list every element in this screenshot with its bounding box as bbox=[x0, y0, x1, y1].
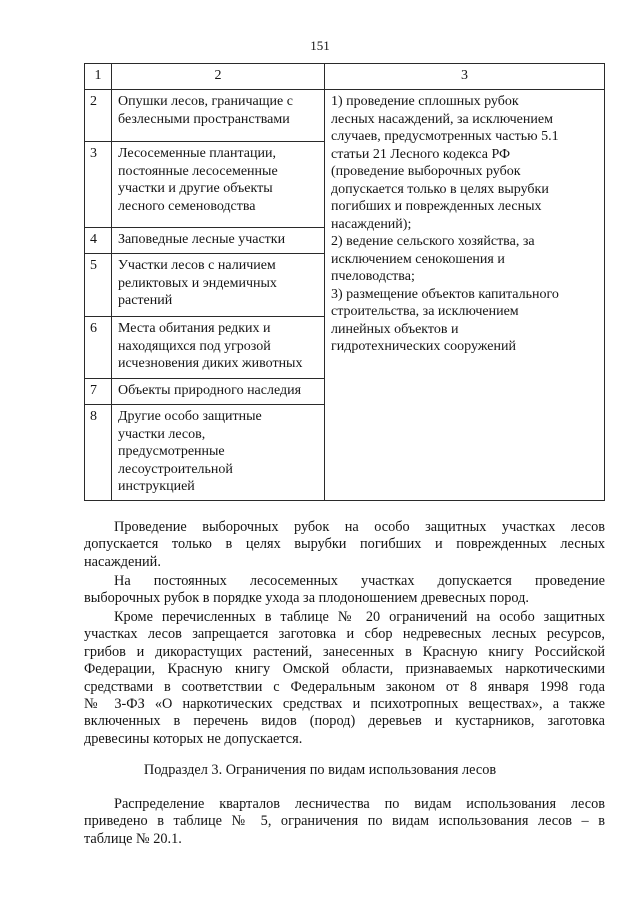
row-number: 6 bbox=[85, 317, 112, 379]
restriction-line: гидротехнических сооружений bbox=[331, 339, 516, 354]
row-name-line: Объекты природного наследия bbox=[118, 383, 302, 398]
paragraph-selective-felling bbox=[84, 519, 605, 571]
paragraph-line: № 3-ФЗ «О наркотических средствах и психотропных веществах», а также bbox=[84, 696, 605, 713]
header-col-2: 2 bbox=[112, 64, 325, 90]
restriction-line: исключением сенокошения и bbox=[331, 251, 505, 267]
paragraph-prohibitions bbox=[84, 609, 605, 748]
row-name bbox=[112, 254, 325, 317]
restriction-line: случаев, предусмотренных частью 5.1 bbox=[331, 129, 559, 144]
row-name bbox=[112, 90, 325, 142]
row-name bbox=[112, 405, 325, 501]
restriction-line: 3) размещение объектов капитального bbox=[331, 286, 559, 302]
row-number: 8 bbox=[85, 405, 112, 501]
restriction-line: 2) ведение сельского хозяйства, за bbox=[331, 234, 535, 249]
paragraph-line: включенных в перечень видов (пород) деревьев и кустарников, заготовка bbox=[84, 713, 605, 730]
row-number: 2 bbox=[85, 90, 112, 142]
row-number: 4 bbox=[85, 228, 112, 254]
table-header-row bbox=[85, 64, 605, 90]
paragraph-line: Проведение выборочных рубок на особо защитных участках лесов bbox=[114, 519, 605, 535]
paragraph-line: приведено в таблице № 5, ограничения по видам использования лесов – в bbox=[84, 813, 605, 830]
paragraph-line: допускается только в целях вырубки погибших и поврежденных лесных bbox=[84, 536, 605, 553]
paragraph-seed-plots bbox=[84, 573, 605, 608]
paragraph-line: древесины которых не допускается. bbox=[84, 730, 303, 747]
restriction-line: 1) проведение сплошных рубок bbox=[331, 94, 519, 109]
paragraph-line: насаждений. bbox=[84, 553, 161, 570]
row-name-line: реликтовых и эндемичных bbox=[118, 275, 277, 291]
row-name-line: Опушки лесов, граничащие с bbox=[118, 94, 293, 109]
paragraph-line: средствами в соответствии с Федеральным законом от 8 января 1998 года bbox=[84, 678, 605, 695]
row-number: 5 bbox=[85, 254, 112, 317]
restrictions-table bbox=[84, 63, 605, 501]
restriction-line: линейных объектов и bbox=[331, 321, 459, 337]
restriction-line: пчеловодства; bbox=[331, 269, 415, 284]
row-name-line: участки лесов, bbox=[118, 426, 206, 442]
paragraph-line: Федерации, Красную книгу Омской области, признаваемых наркотическими bbox=[84, 661, 605, 678]
row-name-line: инструкцией bbox=[118, 479, 195, 494]
paragraph-line: Распределение кварталов лесничества по видам использования лесов bbox=[114, 796, 605, 812]
header-col-1: 1 bbox=[85, 64, 112, 90]
row-number: 3 bbox=[85, 142, 112, 228]
row-name bbox=[112, 317, 325, 379]
row-name-line: растений bbox=[118, 293, 173, 308]
paragraph-line: грибов и дикорастущих растений, занесенных в Красную книгу Российской bbox=[84, 643, 605, 660]
subsection-heading: Подраздел 3. Ограничения по видам использования лесов bbox=[143, 762, 497, 778]
restriction-line: (проведение выборочных рубок bbox=[331, 164, 521, 179]
row-name bbox=[112, 228, 325, 254]
restriction-line: лесных насаждений, за исключением bbox=[331, 111, 553, 127]
restriction-line: статьи 21 Лесного кодекса РФ bbox=[331, 146, 511, 162]
row-name bbox=[112, 379, 325, 405]
restriction-line: погибших и поврежденных лесных bbox=[331, 199, 542, 214]
table-row bbox=[85, 90, 605, 142]
restriction-line: насаждений); bbox=[331, 216, 412, 232]
page-number: 151 bbox=[310, 38, 330, 53]
row-name-line: постоянные лесосеменные bbox=[118, 163, 278, 179]
paragraph-line: участках лесов запрещается заготовка и сбор недревесных лесных ресурсов, bbox=[84, 626, 605, 643]
paragraph-line: таблице № 20.1. bbox=[84, 830, 182, 847]
paragraph-distribution bbox=[84, 796, 605, 848]
row-name-line: лесного семеноводства bbox=[118, 198, 256, 214]
row-name bbox=[112, 142, 325, 228]
row-name-line: безлесными пространствами bbox=[118, 111, 290, 127]
row-name-line: Заповедные лесные участки bbox=[118, 232, 286, 247]
row-name-line: исчезновения диких животных bbox=[118, 356, 303, 371]
restriction-line: допускается только в целях вырубки bbox=[331, 181, 549, 197]
restrictions-cell bbox=[325, 90, 605, 501]
row-number: 7 bbox=[85, 379, 112, 405]
paragraph-line: выборочных рубок в порядке ухода за плодоношением древесных пород. bbox=[84, 590, 529, 607]
paragraph-line: Кроме перечисленных в таблице № 20 ограничений на особо защитных bbox=[114, 609, 605, 625]
row-name-line: Участки лесов с наличием bbox=[118, 258, 276, 273]
row-name-line: Лесосеменные плантации, bbox=[118, 146, 276, 161]
row-name-line: участки и другие объекты bbox=[118, 181, 273, 196]
row-name-line: Места обитания редких и bbox=[118, 321, 271, 336]
header-col-3: 3 bbox=[325, 64, 605, 90]
row-name-line: предусмотренные bbox=[118, 444, 225, 459]
paragraph-line: На постоянных лесосеменных участках допускается проведение bbox=[114, 573, 605, 589]
row-name-line: находящихся под угрозой bbox=[118, 338, 271, 354]
row-name-line: лесоустроительной bbox=[118, 461, 233, 477]
row-name-line: Другие особо защитные bbox=[118, 409, 262, 424]
restriction-line: строительства, за исключением bbox=[331, 304, 519, 319]
